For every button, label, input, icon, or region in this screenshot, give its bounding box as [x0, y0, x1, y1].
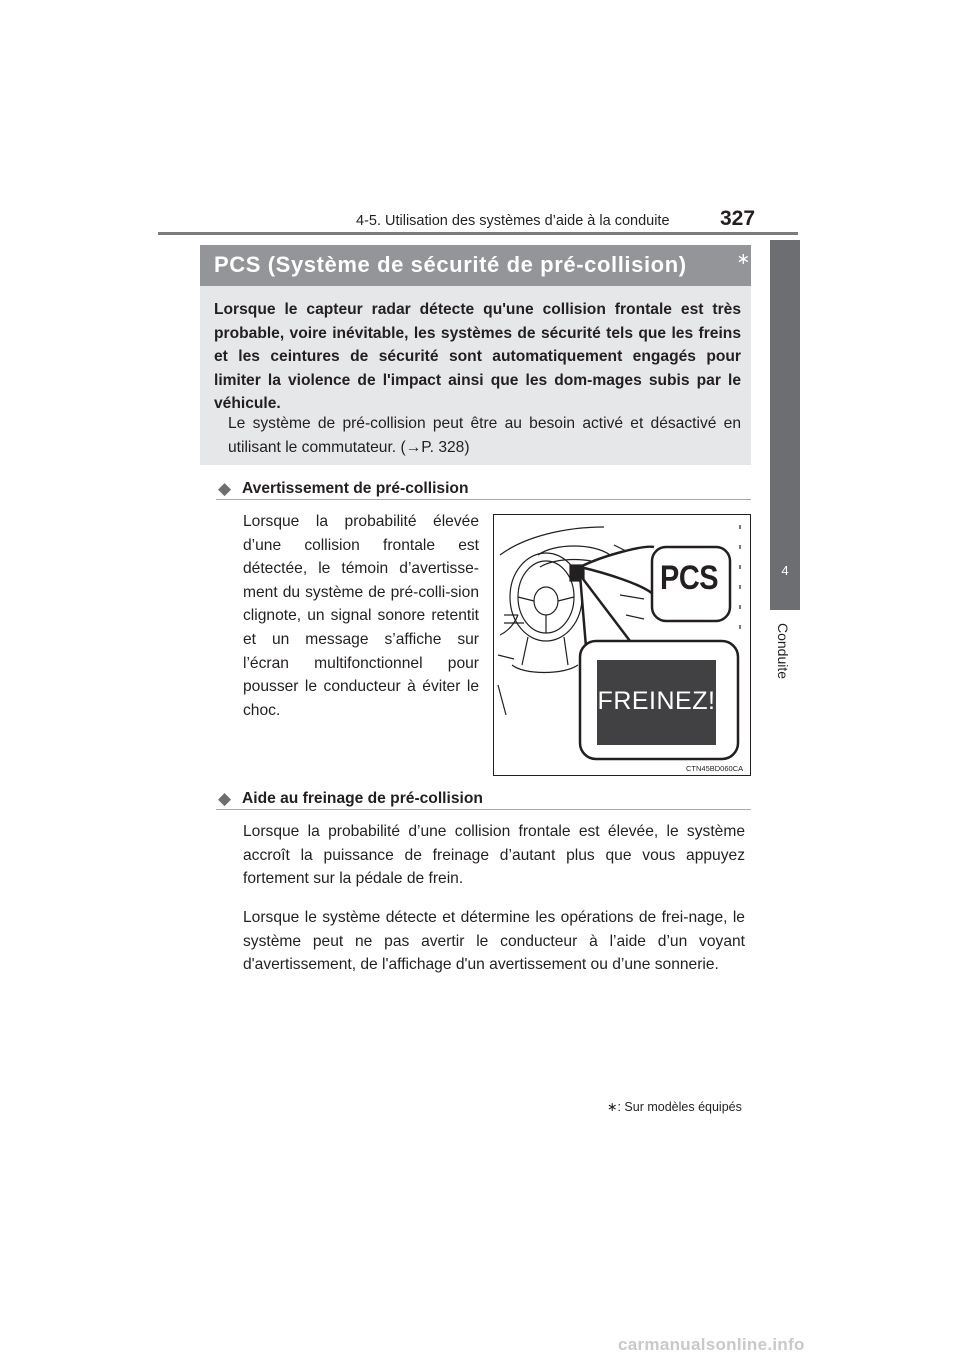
- brake-assist-paragraph-1: Lorsque la probabilité d’une collision frontale est élevée, le système accroît la puissance de freinage d’autant plus que vous appuyez fortement sur la pédale de frein.: [243, 823, 745, 888]
- warning-paragraph: Lorsque la probabilité élevée d’une collision frontale est détectée, le témoin d’avertisse-ment du système de pré-colli-sion clignote, un signal sonore retentit et un message s’affiche sur l’écran multifonctionnel pour pousser le conducteur à éviter le choc.: [243, 513, 479, 719]
- subheading-brake-assist: [216, 788, 751, 810]
- section-title-bar: [200, 245, 751, 286]
- running-header-section: 4-5. Utilisation des systèmes d’aide à la conduite: [356, 213, 670, 229]
- intro-box: [200, 286, 751, 465]
- subheading-warning-label: Avertissement de pré-collision: [242, 480, 469, 497]
- pcs-indicator-label: PCS: [660, 559, 719, 597]
- diamond-bullet-icon: ◆: [218, 479, 232, 498]
- header-rule: [158, 232, 798, 235]
- subheading-warning: [216, 478, 751, 500]
- chapter-tab-label: [772, 616, 794, 686]
- chapter-tab-number: 4: [781, 563, 789, 578]
- multi-info-display: [597, 660, 716, 745]
- diamond-bullet-icon: ◆: [218, 789, 232, 808]
- chapter-tab: [770, 240, 800, 610]
- chapter-tab-label-text: Conduite: [775, 622, 791, 680]
- watermark-text: carmanualsonline.info: [618, 1335, 805, 1354]
- brake-warning-message: FREINEZ!: [597, 687, 716, 715]
- intro-note: Le système de pré-collision peut être au besoin activé et désactivé en utilisant le commutateur. (→P. 328): [228, 415, 741, 456]
- page-number: 327: [720, 207, 756, 230]
- subheading-brake-assist-label: Aide au freinage de pré-collision: [242, 790, 483, 807]
- figure-code: CTN45BD060CA: [686, 764, 744, 773]
- watermark: [618, 1335, 958, 1355]
- intro-summary: Lorsque le capteur radar détecte qu'une collision frontale est très probable, voire inévitable, les systèmes de sécurité tels que les freins et les ceintures de sécurité sont automatiquement engagés pour limiter la violence de l'impact ainsi que les dom-mages subis par le véhicule.: [214, 301, 741, 413]
- section-title: PCS (Système de sécurité de pré-collision): [214, 252, 687, 277]
- footnote: ∗: Sur modèles équipés: [607, 1100, 742, 1114]
- brake-assist-paragraph-2: Lorsque le système détecte et détermine les opérations de frei-nage, le système peut ne pas avertir le conducteur à l’aide d’un voyant d'avertissement, de l'affichage d'un avertissement ou d’une sonnerie.: [243, 909, 745, 974]
- equipment-marker: ∗: [736, 251, 750, 268]
